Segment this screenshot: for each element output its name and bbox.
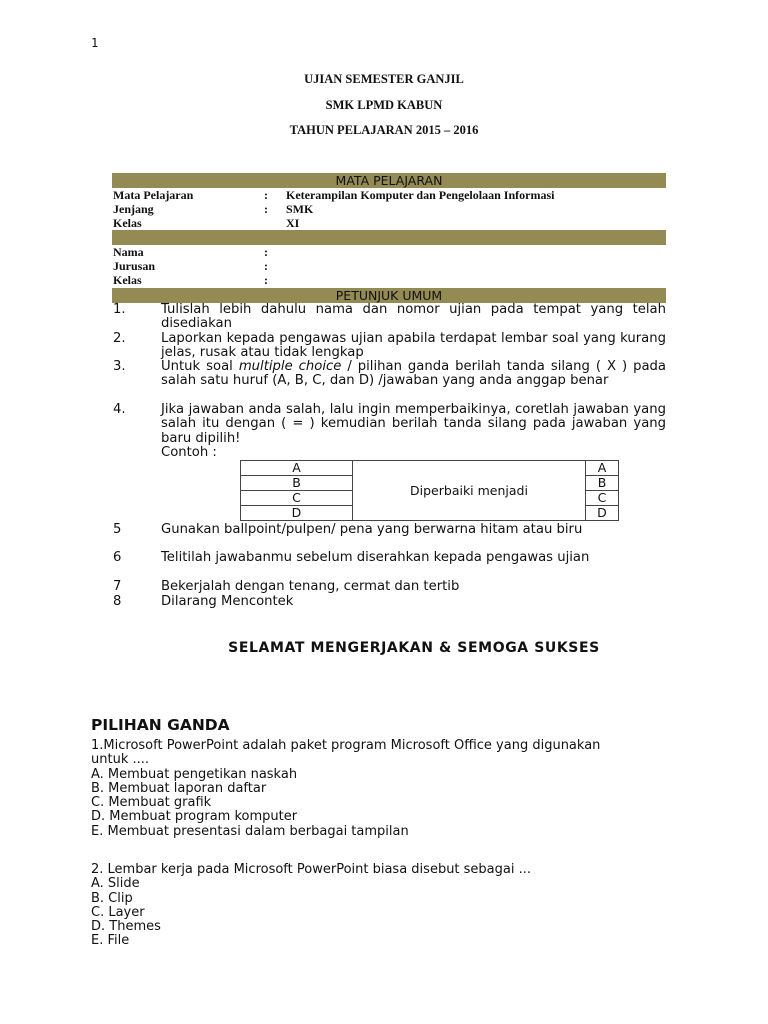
- instruction-number: 7: [113, 579, 122, 594]
- colon: :: [264, 259, 268, 273]
- instruction-item: [113, 551, 666, 565]
- answer-option[interactable]: E. Membuat presentasi dalam berbagai tampilan: [91, 823, 409, 839]
- example-new-option: D: [586, 506, 619, 521]
- example-old-option: D: [241, 506, 353, 521]
- instruction-item: [113, 523, 666, 537]
- example-old-option: C: [241, 491, 353, 506]
- example-answer-table: [240, 460, 619, 521]
- subject-band-header: MATA PELAJARAN: [112, 173, 666, 188]
- colon: :: [264, 202, 268, 216]
- level-value: SMK: [286, 202, 314, 216]
- example-new-option: A: [586, 461, 619, 476]
- colon: :: [264, 273, 268, 287]
- instruction-number: 8: [113, 594, 122, 609]
- instructions-band-header: PETUNJUK UMUM: [112, 288, 666, 303]
- instruction-text-italic: multiple choice: [238, 359, 342, 374]
- instruction-item: [113, 595, 666, 609]
- academic-year: TAHUN PELAJARAN 2015 – 2016: [289, 123, 479, 137]
- answer-option[interactable]: A. Slide: [91, 876, 140, 892]
- colon: :: [264, 188, 268, 202]
- level-label: Jenjang: [113, 202, 154, 216]
- answer-option[interactable]: B. Clip: [91, 890, 133, 906]
- instruction-number: 1.: [113, 302, 126, 317]
- student-band-header: [112, 230, 666, 245]
- instruction-item: [113, 360, 666, 389]
- instruction-item: [113, 580, 666, 594]
- answer-option[interactable]: D. Membuat program komputer: [91, 809, 298, 825]
- example-new-option: B: [586, 476, 619, 491]
- example-new-option: C: [586, 491, 619, 506]
- instruction-item: [113, 403, 666, 461]
- instruction-text-part: / pilihan ganda berilah tanda silang ( X ) pada salah satu huruf (A, B, C, dan D) /jawaban yang anda anggap benar: [161, 359, 667, 389]
- answer-option[interactable]: D. Themes: [91, 919, 161, 935]
- instruction-text-part: Untuk soal: [161, 359, 239, 374]
- question-1: [91, 739, 631, 839]
- answer-option[interactable]: E. File: [91, 933, 130, 949]
- section-title: PILIHAN GANDA: [91, 716, 230, 734]
- instruction-text: Laporkan kepada pengawas ujian apabila terdapat lembar soal yang kurang jelas, rusak atau tidak lengkap: [161, 331, 666, 361]
- instruction-item: [113, 303, 666, 332]
- exam-title: UJIAN SEMESTER GANJIL: [304, 72, 464, 86]
- colon: :: [264, 245, 268, 259]
- instruction-number: 4.: [113, 402, 126, 417]
- closing-message: SELAMAT MENGERJAKAN & SEMOGA SUKSES: [228, 640, 600, 656]
- instruction-number: 2.: [113, 331, 126, 346]
- instruction-text: Jika jawaban anda salah, lalu ingin memperbaikinya, coretlah jawaban yang salah itu dengan ( = ) kemudian berilah tanda silang pada jawaban yang baru dipilih!: [161, 402, 666, 446]
- instruction-text: Dilarang Mencontek: [161, 594, 294, 609]
- example-old-option: B: [241, 476, 353, 491]
- instruction-text: [161, 360, 666, 389]
- instruction-text: Telitilah jawabanmu sebelum diserahkan kepada pengawas ujian: [161, 550, 590, 565]
- example-old-option: A: [241, 461, 353, 476]
- instruction-text: Bekerjalah dengan tenang, cermat dan tertib: [161, 579, 460, 594]
- answer-option[interactable]: A. Membuat pengetikan naskah: [91, 766, 298, 782]
- student-class-label: Kelas: [113, 273, 142, 287]
- page-number: 1: [91, 36, 99, 50]
- major-label: Jurusan: [113, 259, 156, 273]
- class-value: XI: [286, 216, 300, 230]
- instruction-text: Tulislah lebih dahulu nama dan nomor ujian pada tempat yang telah disediakan: [161, 302, 666, 332]
- answer-option[interactable]: B. Membuat laporan daftar: [91, 780, 267, 796]
- instruction-number: 6: [113, 550, 122, 565]
- instruction-number: 3.: [113, 359, 126, 374]
- school-name: SMK LPMD KABUN: [325, 98, 443, 112]
- subject-value: Keterampilan Komputer dan Pengelolaan Informasi: [286, 188, 555, 202]
- instruction-item: [113, 332, 666, 361]
- example-correction-label: Diperbaiki menjadi: [353, 461, 586, 521]
- subject-label: Mata Pelajaran: [113, 188, 194, 202]
- class-label: Kelas: [113, 216, 142, 230]
- answer-option[interactable]: C. Membuat grafik: [91, 795, 212, 811]
- example-label: Contoh :: [161, 445, 217, 461]
- question-2: [91, 863, 631, 949]
- instruction-number: 5: [113, 522, 122, 537]
- question-stem: 2. Lembar kerja pada Microsoft PowerPoint biasa disebut sebagai ...: [91, 862, 532, 877]
- question-stem: 1.Microsoft PowerPoint adalah paket program Microsoft Office yang digunakan untuk ....: [91, 738, 601, 768]
- answer-option[interactable]: C. Layer: [91, 904, 145, 920]
- instruction-text: Gunakan ballpoint/pulpen/ pena yang berwarna hitam atau biru: [161, 522, 583, 537]
- student-name-label: Nama: [113, 245, 144, 259]
